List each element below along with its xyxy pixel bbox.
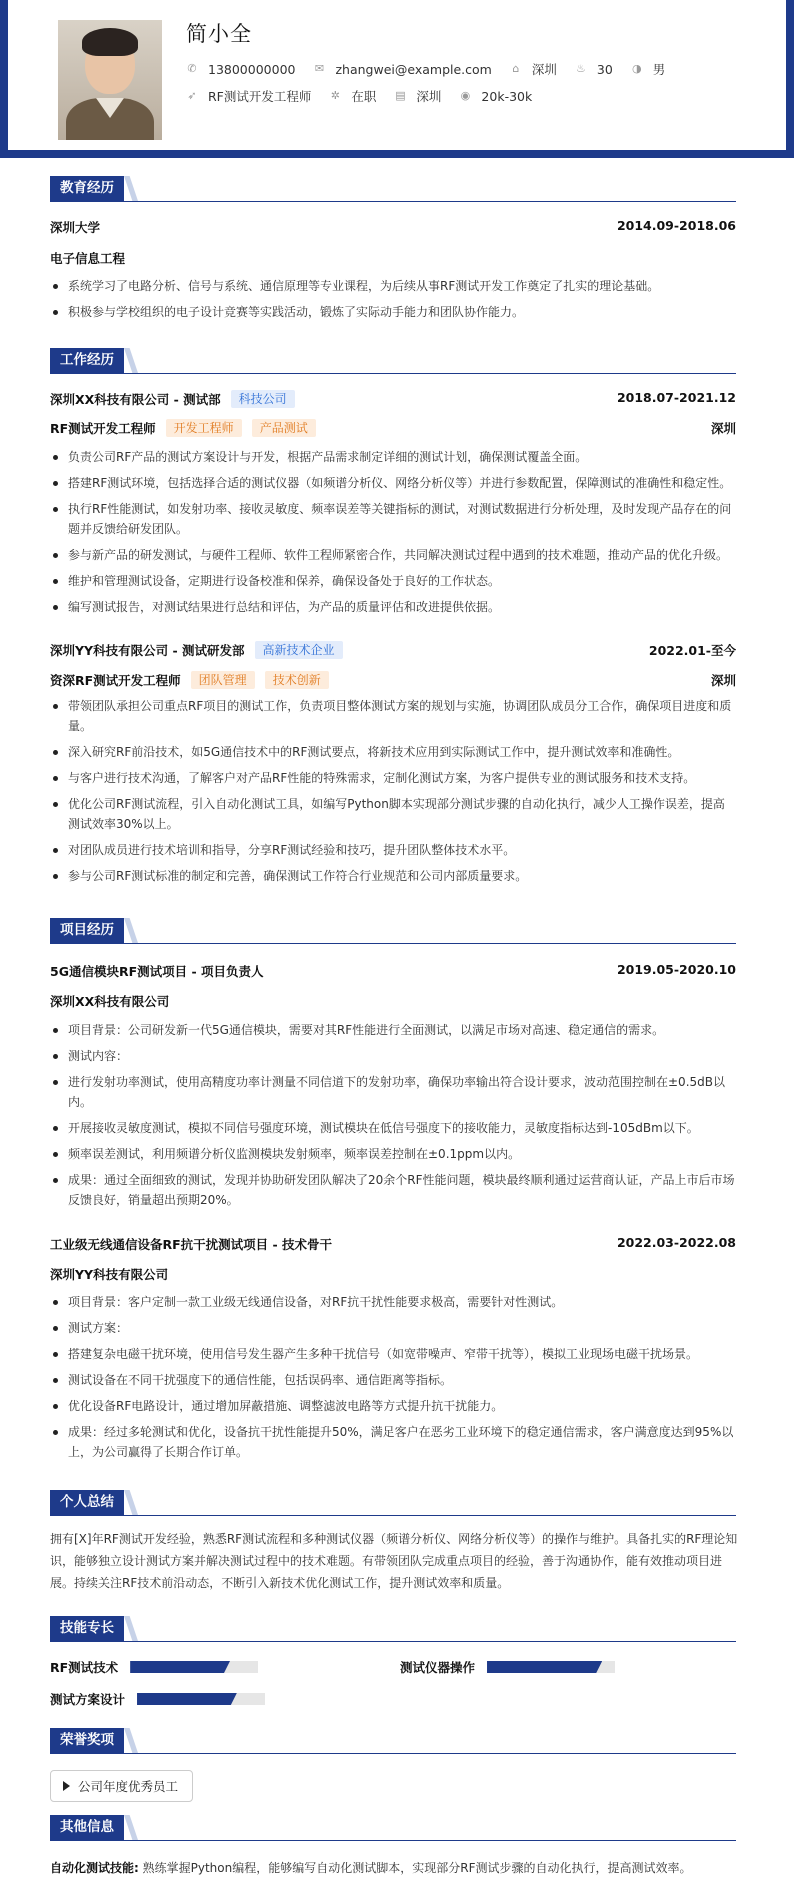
- role-tag: 技术创新: [265, 671, 329, 689]
- contact-row: [186, 60, 683, 78]
- list-item: 深入研究RF前沿技术，如5G通信技术中的RF测试要点，将新技术应用到实际测试工作中，提升测试效率和准确性。: [50, 742, 736, 762]
- skill-bar: [487, 1661, 615, 1673]
- section-title: 技能专长: [50, 1616, 124, 1641]
- awards-section-header: [50, 1728, 736, 1754]
- position-item: ➶ RF测试开发工程师: [187, 89, 312, 104]
- section-title: 个人总结: [50, 1490, 124, 1515]
- company-tag: 科技公司: [231, 390, 295, 408]
- cake-icon: ♨: [575, 62, 586, 75]
- list-item: 参与新产品的研发测试，与硬件工程师、软件工程师紧密合作，共同解决测试过程中遇到的技术难题，推动产品的优化升级。: [50, 545, 736, 565]
- award-badge: 公司年度优秀员工: [50, 1770, 193, 1802]
- phone-item: ✆ 13800000000: [187, 61, 296, 77]
- location-item: ⌂ 深圳: [510, 60, 557, 78]
- project-period: 2022.03-2022.08: [616, 1235, 736, 1250]
- section-title: 工作经历: [50, 348, 124, 373]
- skill-item: RF测试技术: [50, 1658, 258, 1676]
- job-title: RF测试开发工程师 开发工程师 产品测试: [50, 419, 316, 437]
- work-city: 深圳: [710, 421, 736, 436]
- play-icon: [63, 1781, 70, 1791]
- phone-icon: ✆: [187, 62, 197, 75]
- gear-icon: ✲: [330, 89, 340, 102]
- skill-item: 测试仪器操作: [400, 1658, 615, 1676]
- project-bullets: [50, 1292, 736, 1468]
- list-item: 进行发射功率测试，使用高精度功率计测量不同信道下的发射功率，确保功率输出符合设计要求，波动范围控制在±0.5dB以内。: [50, 1072, 736, 1112]
- section-title: 教育经历: [50, 176, 124, 201]
- profile-photo: [58, 20, 162, 140]
- list-item: 成果：经过多轮测试和优化，设备抗干扰性能提升50%，满足客户在恶劣工业环境下的稳定通信需求，客户满意度达到95%以上，为公司赢得了长期合作订单。: [50, 1422, 736, 1462]
- list-item: 执行RF性能测试，如发射功率、接收灵敏度、频率误差等关键指标的测试，对测试数据进行分析处理，及时发现产品存在的问题并反馈给研发团队。: [50, 499, 736, 539]
- company-name: 深圳XX科技有限公司 - 测试部 科技公司: [50, 390, 295, 408]
- role-tag: 开发工程师: [166, 419, 242, 437]
- project-section-header: [50, 918, 736, 944]
- city-item: ▤ 深圳: [395, 89, 442, 104]
- skill-bar: [137, 1693, 265, 1705]
- role-tag: 产品测试: [252, 419, 316, 437]
- email-icon: ✉: [314, 62, 325, 75]
- salary-item: ◉ 20k-30k: [460, 88, 533, 104]
- list-item: 测试设备在不同干扰强度下的通信性能，包括误码率、通信距离等指标。: [50, 1370, 736, 1390]
- list-item: 系统学习了电路分析、信号与系统、通信原理等专业课程，为后续从事RF测试开发工作奠定了扎实的理论基础。: [50, 276, 736, 296]
- project-bullets: [50, 1020, 736, 1216]
- skills-section-header: [50, 1616, 736, 1642]
- role-tag: 团队管理: [191, 671, 255, 689]
- other-text: 熟练掌握Python编程，能够编写自动化测试脚本，实现部分RF测试步骤的自动化执行，提高测试效率。: [142, 1861, 692, 1875]
- section-title: 项目经历: [50, 918, 124, 943]
- other-info: [50, 1857, 740, 1879]
- work-period: 2022.01-至今: [648, 643, 736, 658]
- list-item: 测试内容：: [50, 1046, 736, 1066]
- company-name: 深圳YY科技有限公司 - 测试研发部 高新技术企业: [50, 641, 343, 659]
- list-item: 积极参与学校组织的电子设计竞赛等实践活动，锻炼了实际动手能力和团队协作能力。: [50, 302, 736, 322]
- school-name: 深圳大学: [50, 220, 101, 235]
- gender-icon: ◑: [631, 62, 642, 75]
- list-item: 优化设备RF电路设计，通过增加屏蔽措施、调整滤波电路等方式提升抗干扰能力。: [50, 1396, 736, 1416]
- home-icon: ⌂: [512, 62, 520, 75]
- project-period: 2019.05-2020.10: [616, 962, 736, 977]
- list-item: 项目背景：公司研发新一代5G通信模块，需要对其RF性能进行全面测试，以满足市场对高速、稳定通信的需求。: [50, 1020, 736, 1040]
- company-tag: 高新技术企业: [255, 641, 343, 659]
- work-city: 深圳: [710, 673, 736, 688]
- send-icon: ➶: [187, 89, 197, 102]
- list-item: 优化公司RF测试流程，引入自动化测试工具，如编写Python脚本实现部分测试步骤的自动化执行，减少人工操作误差，提高测试效率30%以上。: [50, 794, 736, 834]
- major: 电子信息工程: [50, 251, 126, 266]
- summary-section-header: [50, 1490, 736, 1516]
- work-section-header: [50, 348, 736, 374]
- list-item: 项目背景：客户定制一款工业级无线通信设备，对RF抗干扰性能要求极高，需要针对性测试。: [50, 1292, 736, 1312]
- list-item: 搭建复杂电磁干扰环境，使用信号发生器产生多种干扰信号（如宽带噪声、窄带干扰等），模拟工业现场电磁干扰场景。: [50, 1344, 736, 1364]
- other-label: 自动化测试技能:: [50, 1861, 139, 1875]
- project-company: 深圳YY科技有限公司: [50, 1267, 169, 1282]
- list-item: 带领团队承担公司重点RF项目的测试工作，负责项目整体测试方案的规划与实施，协调团队成员分工合作，确保项目进度和质量。: [50, 696, 736, 736]
- education-section-header: [50, 176, 736, 202]
- project-company: 深圳XX科技有限公司: [50, 994, 170, 1009]
- list-item: 成果：通过全面细致的测试，发现并协助研发团队解决了20余个RF性能问题，模块最终顺利通过运营商认证，产品上市后市场反馈良好，销量超出预期20%。: [50, 1170, 736, 1210]
- skill-bar: [130, 1661, 258, 1673]
- candidate-name: 简小全: [186, 22, 252, 46]
- list-item: 与客户进行技术沟通，了解客户对产品RF性能的特殊需求，定制化测试方案，为客户提供专业的测试服务和技术支持。: [50, 768, 736, 788]
- work-period: 2018.07-2021.12: [616, 390, 736, 405]
- list-item: 维护和管理测试设备，定期进行设备校准和保养，确保设备处于良好的工作状态。: [50, 571, 736, 591]
- list-item: 编写测试报告，对测试结果进行总结和评估，为产品的质量评估和改进提供依据。: [50, 597, 736, 617]
- project-name: 5G通信模块RF测试项目 - 项目负责人: [50, 964, 264, 979]
- coin-icon: ◉: [460, 89, 471, 102]
- job-title: 资深RF测试开发工程师 团队管理 技术创新: [50, 671, 329, 689]
- resume-header: [0, 0, 794, 158]
- list-item: 对团队成员进行技术培训和指导，分享RF测试经验和技巧，提升团队整体技术水平。: [50, 840, 736, 860]
- list-item: 搭建RF测试环境，包括选择合适的测试仪器（如频谱分析仪、网络分析仪等）并进行参数配置，保障测试的准确性和稳定性。: [50, 473, 736, 493]
- section-title: 荣誉奖项: [50, 1728, 124, 1753]
- age-item: ♨ 30: [575, 61, 613, 77]
- work-bullets: [50, 696, 736, 892]
- section-title: 其他信息: [50, 1815, 124, 1840]
- other-section-header: [50, 1815, 736, 1841]
- summary-text: 拥有[X]年RF测试开发经验，熟悉RF测试流程和多种测试仪器（频谱分析仪、网络分析仪等）的操作与维护。具备扎实的RF理论知识，能够独立设计测试方案并解决测试过程中的技术难题。有带领团队完成重点项目的经验，善于沟通协作，能有效推动项目进展。持续关注RF技术前沿动态，不断引入新技术优化测试工作，提升测试效率和质量。: [50, 1532, 738, 1590]
- gender-item: ◑ 男: [631, 62, 666, 77]
- building-icon: ▤: [395, 89, 406, 102]
- list-item: 测试方案：: [50, 1318, 736, 1338]
- job-intent-row: [186, 87, 550, 105]
- email-item: ✉ zhangwei@example.com: [314, 61, 492, 77]
- education-period: 2014.09-2018.06: [616, 218, 736, 233]
- education-bullets: [50, 276, 736, 328]
- project-name: 工业级无线通信设备RF抗干扰测试项目 - 技术骨干: [50, 1237, 333, 1252]
- list-item: 负责公司RF产品的测试方案设计与开发，根据产品需求制定详细的测试计划，确保测试覆盖全面。: [50, 447, 736, 467]
- header-card: [8, 0, 786, 150]
- skill-item: 测试方案设计: [50, 1690, 265, 1708]
- work-bullets: [50, 447, 736, 623]
- list-item: 参与公司RF测试标准的制定和完善，确保测试工作符合行业规范和公司内部质量要求。: [50, 866, 736, 886]
- list-item: 频率误差测试，利用频谱分析仪监测模块发射频率，频率误差控制在±0.1ppm以内。: [50, 1144, 736, 1164]
- list-item: 开展接收灵敏度测试，模拟不同信号强度环境，测试模块在低信号强度下的接收能力，灵敏度指标达到-105dBm以下。: [50, 1118, 736, 1138]
- status-item: ✲ 在职: [330, 89, 377, 104]
